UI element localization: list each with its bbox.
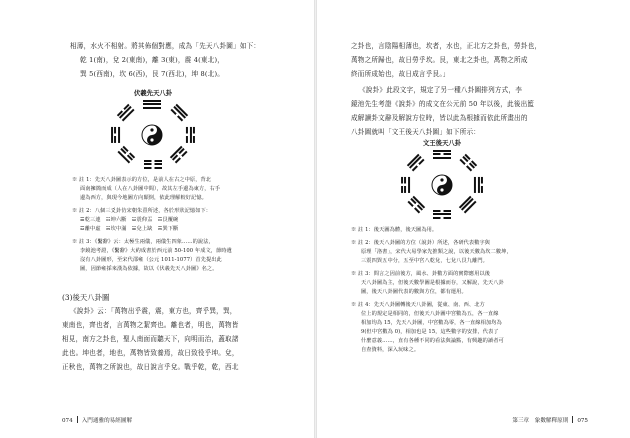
left-note-1c: 邊為西方，與現今地圖方向顛倒，依此理解較好記憶。 [80, 195, 207, 201]
footer-divider [77, 416, 78, 423]
left-section-line-4: 此也。坤也者，地也，萬物皆致養焉，故日致役乎坤。兌， [62, 349, 239, 357]
taiji-later-icon [431, 174, 453, 196]
trigram-kan-icon [185, 127, 195, 143]
footer-divider [572, 416, 573, 423]
right-body-line-4: 八卦圖就叫「文王後天八卦圖」如下所示： [351, 128, 481, 136]
right-note-2a: ※ 註 2：後天八卦圖的方位（說卦）所述，各研代表數字與 [351, 240, 491, 246]
left-section-line-5: 正秋也，萬物之所說也，故日說言乎兌。戰乎乾，乾，西北 [62, 363, 239, 371]
left-note-3d: 圖，因節雍採來漢為依據，故以《伏羲先天八卦圖》名之。 [80, 266, 218, 272]
right-intro-line-3: 終而所成始也，故日成言乎艮。」 [351, 70, 450, 78]
trigram-kan-bottom-icon [433, 210, 451, 220]
right-note-4a: ※ 註 4：先天八卦圖轉後天八卦圖，從東、南、西、北方 [351, 302, 485, 308]
trigram-kun-icon [144, 160, 162, 170]
left-intro-line-3: 巽 5(西南)，坎 6(西)，艮 7(西北)，坤 8(北)。 [80, 70, 225, 78]
chapter-title: 第三章 象數解釋原則 [512, 418, 569, 424]
trigram-xun-ul-icon [407, 154, 425, 172]
trigram-zhen-left-icon [401, 177, 411, 193]
trigram-li-icon [111, 127, 121, 143]
left-note-1b: 面南擁簡而成（人在八卦圖中間），故其左手邊為東方，右手 [80, 186, 221, 192]
right-footer [512, 416, 588, 424]
right-note-2c: 三震四巽五中分，五至中宮八乾兌，七兌八艮九離門。 [361, 258, 488, 264]
left-section-line-2: 東南也，齊也者，言萬物之絜齊也。離也者，明也，萬物皆 [62, 321, 239, 329]
right-note-4e: 什麼意義……，直有各種不同的看法與論點，有興趣的讀者可 [361, 338, 504, 344]
section-heading-later-heaven: (3)後天八卦圖 [62, 293, 110, 302]
left-note-3b: 李鏡池考證，《繫辭》大約成書於西元前 50-100 年成文，節時遺 [80, 248, 232, 254]
left-note-2b: ☰乾三連 ☷坤六斷 ☳震仰盂 ☶艮覆碗 [80, 217, 179, 223]
right-intro-line-1: 之卦也，言陰陽相薄也，坎者，水也，正北方之卦也，勞卦也， [351, 42, 542, 50]
right-body-line-2: 鏡池先生考證《說卦》的成文在公元前 50 年以後，此後出籃 [351, 100, 535, 108]
left-page [0, 0, 314, 438]
left-section-line-3: 相見，南方之卦也，聖人南面而聽天下，向明而治，蓋取諸 [62, 335, 239, 343]
left-page-number: 074 [62, 418, 73, 424]
taiji-icon [141, 124, 163, 146]
right-intro-line-2: 萬物之所歸也，故日勞乎坎。艮，東北之卦也，萬物之所成 [351, 56, 528, 64]
right-note-4c: 相加均為 15，先天八卦圖，中宮數為零，各一直線相加均為 [361, 320, 502, 326]
right-note-3b: 天八卦圖為主，但後天數學圖是根據而存，又解說，先天八卦 [361, 280, 504, 286]
right-note-4b: 位上的規定是相同的，但後天八卦圖中宮數為五，各一直線 [361, 311, 499, 317]
left-note-2c: ☲離中虛 ☵坎中滿 ☱兌上缺 ☴巽下斷 [80, 226, 179, 232]
right-note-4f: 自查資料，深入玩味之。 [361, 347, 420, 353]
trigram-zhen-icon [117, 146, 135, 164]
right-body-line-3: 成解讀卦文辭及解說方位時，皆以此為根據而依此所畫出的 [351, 114, 528, 122]
left-note-1a: ※ 註 1：先天八卦圖表示的方位，是前人在古之中原，背北 [72, 177, 212, 183]
trigram-qian-icon [143, 100, 161, 110]
fuxi-diagram-title: 伏羲先天八卦 [133, 89, 173, 97]
right-note-1: ※ 註 1：後天圖為體，後天圖為用。 [351, 227, 438, 233]
trigram-gen-ll-icon [407, 196, 425, 214]
trigram-li-top-icon [433, 150, 451, 160]
right-page [317, 0, 630, 438]
right-body-line-1: 《說卦》此段文字，規定了另一種八卦圖排列方式，李 [359, 86, 523, 94]
trigram-qian-lr-icon [459, 196, 477, 214]
king-wen-later-heaven-diagram [392, 138, 492, 222]
left-intro-line-2: 乾 1(南)，兌 2(東南)，離 3(東)，震 4(東北)， [80, 56, 225, 64]
trigram-dui-right-icon [473, 177, 483, 193]
trigram-gen-icon [170, 146, 188, 164]
king-wen-diagram-title: 文王後天八卦 [422, 139, 462, 147]
left-note-3c: 沒有八卦圖形，至宋代邵雍（公元 1011-1077）首先提出此 [80, 257, 222, 263]
right-note-3a: ※ 註 3：問言之因前後方，風水、卦數方面的實際應用以後 [351, 271, 491, 277]
right-page-number: 075 [577, 418, 588, 424]
left-note-3a: ※ 註 3：《繫辭》云：太極生兩儀，兩儀生四象……的說法， [72, 239, 214, 245]
left-section-line-1: 《說卦》云：「萬物出乎震，震，東方也，齊乎巽，巽， [70, 307, 237, 315]
right-note-3c: 圖，後天八卦圖代表的數與方位，都有運用。 [361, 289, 467, 295]
trigram-xun-icon [170, 104, 188, 122]
fuxi-early-heaven-diagram [102, 88, 204, 172]
right-note-2b: 原理「洛書」，宋代大易學家先推類之說，以後天數為坎二數坤， [361, 249, 512, 255]
right-note-4d: 9(但中宮數為 0)，相加也是 15，這些數字的安排，代表了 [361, 329, 499, 335]
trigram-dui-icon [117, 104, 135, 122]
book-title: 入門通雅的易經圖解 [81, 418, 133, 424]
trigram-kun-ur-icon [459, 154, 477, 172]
left-note-2a: ※ 註 2：八個三爻卦仿宋朝朱熹所述，各於形狀記憶如下： [72, 208, 212, 214]
left-intro-line-1: 相薄，水火不相射。將其佈個對應，成為「先天八卦圖」如下： [70, 42, 261, 50]
left-footer [62, 416, 132, 424]
